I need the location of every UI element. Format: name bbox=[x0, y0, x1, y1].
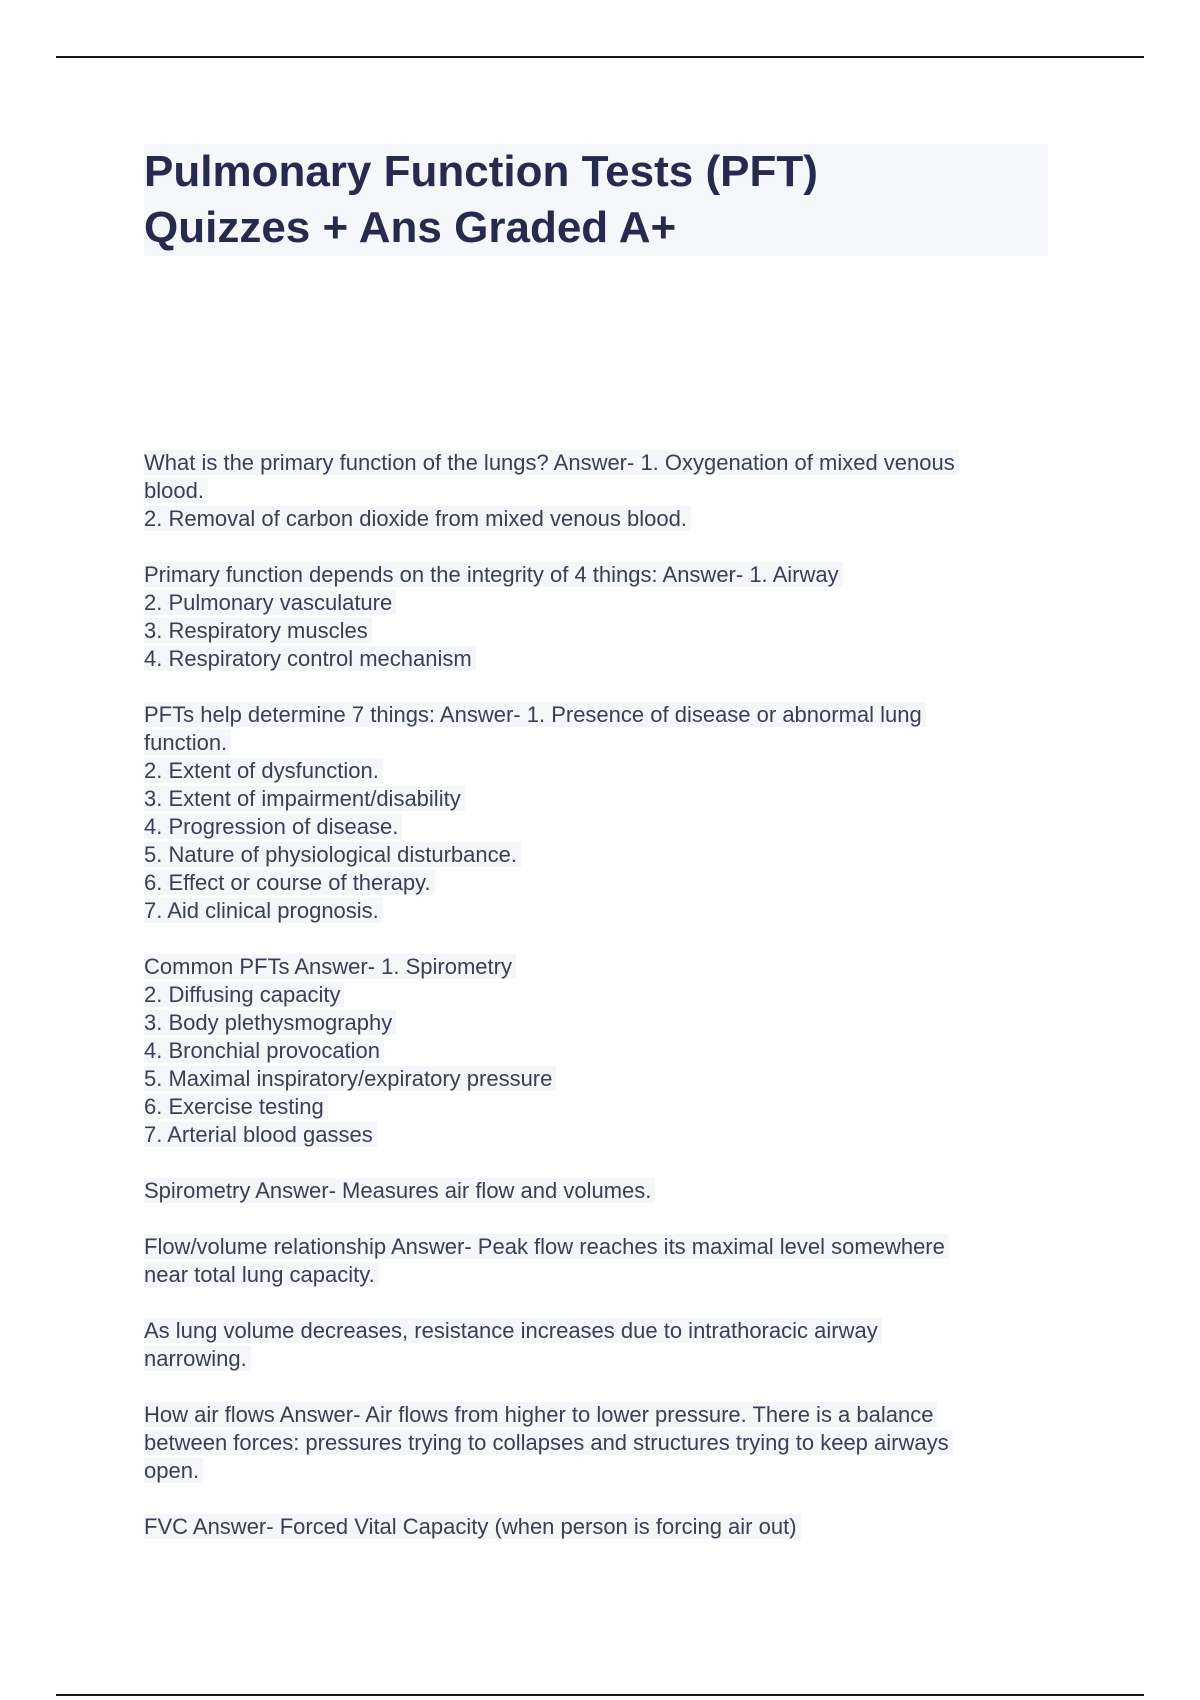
qa-item bbox=[144, 449, 1054, 533]
qa-line bbox=[144, 841, 1054, 869]
qa-line bbox=[144, 1513, 1054, 1541]
qa-item bbox=[144, 953, 1054, 1149]
qa-line-text: 2. Pulmonary vasculature bbox=[144, 590, 396, 615]
qa-line-text: 4. Progression of disease. bbox=[144, 814, 402, 839]
qa-item bbox=[144, 1401, 1054, 1485]
qa-line bbox=[144, 1233, 1054, 1261]
qa-line-text: 5. Nature of physiological disturbance. bbox=[144, 842, 521, 867]
qa-line-text: 2. Extent of dysfunction. bbox=[144, 758, 383, 783]
qa-line-text: open. bbox=[144, 1458, 203, 1483]
qa-line bbox=[144, 813, 1054, 841]
qa-line-text: 4. Respiratory control mechanism bbox=[144, 646, 476, 671]
qa-line bbox=[144, 561, 1054, 589]
qa-line bbox=[144, 981, 1054, 1009]
qa-line-text: PFTs help determine 7 things: Answer- 1. Presence of disease or abnormal lung bbox=[144, 702, 926, 727]
qa-item bbox=[144, 1317, 1054, 1373]
qa-line bbox=[144, 1121, 1054, 1149]
qa-line bbox=[144, 785, 1054, 813]
qa-line bbox=[144, 1317, 1054, 1345]
qa-line bbox=[144, 701, 1054, 729]
qa-item bbox=[144, 1233, 1054, 1289]
qa-line-text: 2. Removal of carbon dioxide from mixed venous blood. bbox=[144, 506, 691, 531]
qa-line bbox=[144, 1177, 1054, 1205]
qa-line-text: 5. Maximal inspiratory/expiratory pressure bbox=[144, 1066, 556, 1091]
qa-line-text: 3. Body plethysmography bbox=[144, 1010, 396, 1035]
qa-line bbox=[144, 1065, 1054, 1093]
title-line-2: Quizzes + Ans Graded A+ bbox=[144, 203, 677, 252]
qa-line-text: Primary function depends on the integrity of 4 things: Answer- 1. Airway bbox=[144, 562, 843, 587]
qa-line bbox=[144, 1037, 1054, 1065]
qa-line bbox=[144, 1093, 1054, 1121]
qa-line bbox=[144, 757, 1054, 785]
qa-line-text: Flow/volume relationship Answer- Peak flow reaches its maximal level somewhere bbox=[144, 1234, 949, 1259]
qa-line bbox=[144, 1345, 1054, 1373]
document-title bbox=[144, 144, 1048, 256]
qa-line-text: narrowing. bbox=[144, 1346, 251, 1371]
qa-line-text: between forces: pressures trying to collapses and structures trying to keep airways bbox=[144, 1430, 953, 1455]
qa-item bbox=[144, 701, 1054, 925]
qa-list bbox=[144, 449, 1054, 1569]
qa-line-text: 3. Extent of impairment/disability bbox=[144, 786, 465, 811]
qa-item bbox=[144, 1513, 1054, 1541]
qa-line-text: FVC Answer- Forced Vital Capacity (when person is forcing air out) bbox=[144, 1514, 801, 1539]
qa-line bbox=[144, 645, 1054, 673]
qa-line bbox=[144, 617, 1054, 645]
qa-line bbox=[144, 589, 1054, 617]
qa-line bbox=[144, 869, 1054, 897]
title-line-1: Pulmonary Function Tests (PFT) bbox=[144, 147, 818, 196]
qa-line bbox=[144, 897, 1054, 925]
qa-line bbox=[144, 477, 1054, 505]
qa-line bbox=[144, 1261, 1054, 1289]
qa-line-text: As lung volume decreases, resistance increases due to intrathoracic airway bbox=[144, 1318, 882, 1343]
qa-line-text: near total lung capacity. bbox=[144, 1262, 379, 1287]
qa-line bbox=[144, 1009, 1054, 1037]
qa-line-text: What is the primary function of the lungs? Answer- 1. Oxygenation of mixed venous bbox=[144, 450, 959, 475]
qa-line-text: 7. Aid clinical prognosis. bbox=[144, 898, 383, 923]
qa-line bbox=[144, 1457, 1054, 1485]
qa-line-text: 2. Diffusing capacity bbox=[144, 982, 344, 1007]
qa-line-text: Spirometry Answer- Measures air flow and volumes. bbox=[144, 1178, 655, 1203]
qa-line-text: blood. bbox=[144, 478, 208, 503]
qa-line-text: Common PFTs Answer- 1. Spirometry bbox=[144, 954, 516, 979]
qa-line bbox=[144, 1429, 1054, 1457]
qa-line bbox=[144, 729, 1054, 757]
qa-line-text: 6. Exercise testing bbox=[144, 1094, 328, 1119]
qa-line-text: function. bbox=[144, 730, 231, 755]
top-divider bbox=[56, 56, 1144, 58]
qa-line bbox=[144, 1401, 1054, 1429]
qa-line-text: 6. Effect or course of therapy. bbox=[144, 870, 435, 895]
qa-line bbox=[144, 505, 1054, 533]
qa-line bbox=[144, 953, 1054, 981]
qa-line-text: 4. Bronchial provocation bbox=[144, 1038, 384, 1063]
qa-item bbox=[144, 1177, 1054, 1205]
qa-item bbox=[144, 561, 1054, 673]
qa-line-text: How air flows Answer- Air flows from higher to lower pressure. There is a balance bbox=[144, 1402, 937, 1427]
qa-line-text: 3. Respiratory muscles bbox=[144, 618, 372, 643]
qa-line bbox=[144, 449, 1054, 477]
bottom-divider bbox=[56, 1694, 1144, 1696]
qa-line-text: 7. Arterial blood gasses bbox=[144, 1122, 377, 1147]
